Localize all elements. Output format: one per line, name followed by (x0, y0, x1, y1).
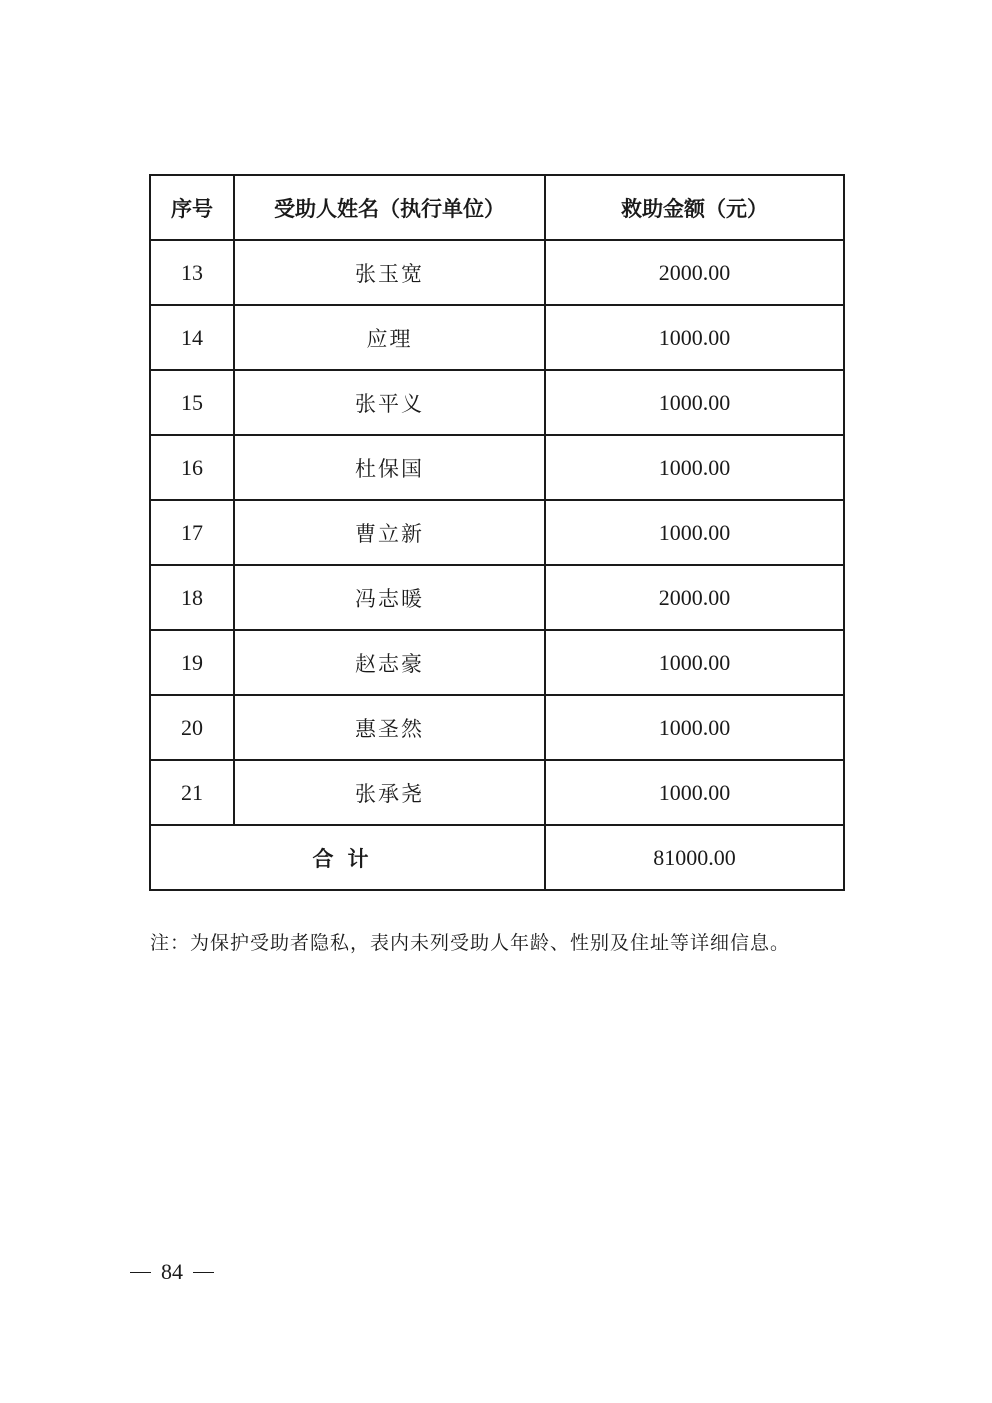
row-name: 赵志豪 (234, 630, 545, 695)
page-footer (130, 1259, 214, 1285)
row-amount: 1000.00 (545, 305, 844, 370)
row-amount: 1000.00 (545, 760, 844, 825)
total-label: 合计 (150, 825, 545, 890)
row-index: 14 (150, 305, 234, 370)
header-amount: 救助金额（元） (545, 175, 844, 240)
privacy-note: 注：为保护受助者隐私，表内未列受助人年龄、性别及住址等详细信息。 (150, 932, 791, 954)
table-row (150, 630, 844, 695)
row-name: 曹立新 (234, 500, 545, 565)
table-row (150, 435, 844, 500)
row-index: 20 (150, 695, 234, 760)
row-name: 张承尧 (234, 760, 545, 825)
row-name: 惠圣然 (234, 695, 545, 760)
right-dash (193, 1272, 214, 1273)
row-index: 18 (150, 565, 234, 630)
row-amount: 2000.00 (545, 240, 844, 305)
row-index: 16 (150, 435, 234, 500)
row-amount: 1000.00 (545, 695, 844, 760)
header-name: 受助人姓名（执行单位） (234, 175, 545, 240)
page-number: 84 (161, 1259, 183, 1284)
total-row (150, 825, 844, 890)
table-row (150, 370, 844, 435)
header-index: 序号 (150, 175, 234, 240)
row-index: 17 (150, 500, 234, 565)
table-row (150, 760, 844, 825)
row-index: 15 (150, 370, 234, 435)
row-index: 13 (150, 240, 234, 305)
row-amount: 2000.00 (545, 565, 844, 630)
row-index: 21 (150, 760, 234, 825)
row-amount: 1000.00 (545, 630, 844, 695)
aid-table (149, 174, 845, 891)
row-amount: 1000.00 (545, 500, 844, 565)
table-row (150, 695, 844, 760)
row-name: 张平义 (234, 370, 545, 435)
table-header-row (150, 175, 844, 240)
row-name: 冯志暖 (234, 565, 545, 630)
row-index: 19 (150, 630, 234, 695)
table-row (150, 500, 844, 565)
row-name: 杜保国 (234, 435, 545, 500)
row-name: 应理 (234, 305, 545, 370)
table-row (150, 240, 844, 305)
row-name: 张玉宽 (234, 240, 545, 305)
table-row (150, 305, 844, 370)
row-amount: 1000.00 (545, 370, 844, 435)
total-amount: 81000.00 (545, 825, 844, 890)
row-amount: 1000.00 (545, 435, 844, 500)
left-dash (130, 1272, 151, 1273)
table-row (150, 565, 844, 630)
